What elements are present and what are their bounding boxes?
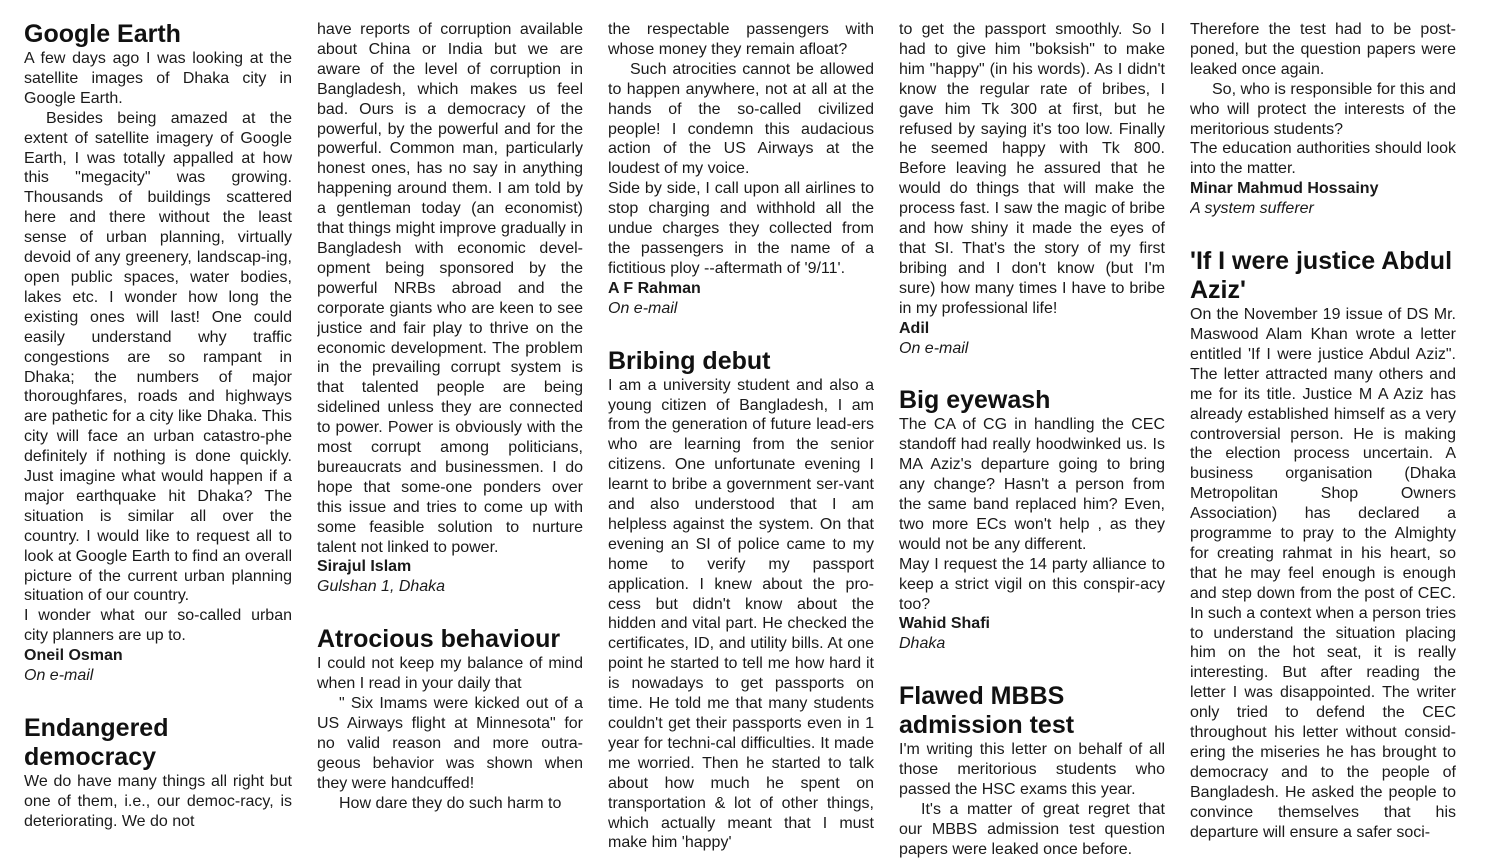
letter-paragraph: A few days ago I was looking at the satellite images of Dhaka city in Google Earth. (24, 50, 292, 107)
letter-paragraph: How dare they do such harm to (339, 794, 562, 812)
letter-headline: 'If I were justice Abdul Aziz' (1190, 247, 1453, 305)
letter-paragraph: On the November 19 issue of DS Mr. Maswood Alam Khan wrote a letter entitled 'If I were justice Abdul Aziz". The letter attracted many others and me for its title. Justice M A Aziz has already established himself as a very controversial person. He is making the election process uncertain. A business organisation (Dhaka Metropolitan Shop Owners Association) has declared a programme to pray to the Almighty for creating rahmat in his heart, so that he may feel enough is enough and step down from the post of CEC. In such a context when a person tries to understand the situation placing him on the hot seat, it is really interesting. But after reading the letter I was disappointed. The writer only tried to defend the CEC throughout his letter without consid-ering the miseries he has brought to democracy and to the people of Bangladesh. He asked the people to convince themselves that his departure will ensure a safer soci- (1190, 306, 1456, 841)
letter-paragraph: Such atrocities cannot be allowed to happen anywhere, not at all at the hands of the so-called civilized people! I condemn this audacious action of the US Airways at the loudest of my voice. (608, 60, 874, 178)
letter-paragraph: I could not keep my balance of mind when I read in your daily that (317, 655, 583, 693)
letter-signature: Wahid Shafi (899, 615, 990, 633)
letter-headline: Flawed MBBS admission test (899, 682, 1075, 740)
letter-location: A system sufferer (1190, 200, 1314, 218)
letter-signature: Minar Mahmud Hossainy (1190, 180, 1379, 198)
letter-paragraph: May I request the 14 party alliance to keep a strict vigil on this conspir-acy too? (899, 555, 1165, 613)
letter-headline: Bribing debut (608, 346, 771, 375)
letter-paragraph: We do have many things all right but one of them, i.e., our democ-racy, is deteriorating. We do not (24, 773, 292, 830)
letter-location: Gulshan 1, Dhaka (317, 578, 446, 596)
letter-paragraph: So, who is responsible for this and who will protect the interests of the meritorious students? (1190, 80, 1456, 138)
column-2 (317, 20, 583, 865)
letter-paragraph: have reports of corruption available about China or India but we are aware of the level of corruption in Bangladesh, which makes us feel bad. Ours is a democracy of the powerful, by the powerful and for the powerful. Common man, particularly honest ones, has no say in anything happening around them. I am told by a gentleman today (an economist) that things might improve gradually in Bangladesh with economic devel-opment being sponsored by the powerful NRBs abroad and the corporate giants who are keen to see justice and fair play to thrive on the economic development. The problem in the prevailing corrupt system is that talented people are being sidelined unless they are connected to power. Power is obviously with the most corrupt among politicians, bureaucrats and businessmen. I do hope that some-one ponders over this issue and tries to come up with some feasible solution to nurture talent not linked to power. (317, 21, 583, 556)
column-1 (24, 20, 292, 865)
letter-signature: Adil (899, 319, 930, 337)
letter-signature: A F Rahman (608, 279, 701, 297)
letter-paragraph: to get the passport smoothly. So I had to give him "boksish" to make him "happy" (in his words). As I didn't know the regular rate of bribes, I gave him Tk 300 at first, but he refused by saying it's too low. Finally he seemed happy with Tk 800. Before leaving he assured that he would do things that will make the process fast. I saw the magic of bribe and how shiny it made the eyes of that SI. That's the story of my first bribing and I don't know (but I'm sure) how many times I have to bribe in my professional life! (899, 21, 1165, 317)
letter-headline: Google Earth (24, 20, 181, 48)
section-spacer (899, 654, 1165, 682)
letter-headline: Endangered democracy (24, 714, 169, 771)
letter-paragraph: " Six Imams were kicked out of a US Airways flight at Minnesota" for no valid reason and more outra-geous behavior was shown when they were handcuffed! (317, 695, 583, 792)
letter-headline: Big eyewash (899, 386, 1051, 415)
section-spacer (608, 319, 874, 347)
letter-paragraph: I'm writing this letter on behalf of all those meritorious students who passed the HSC exams this year. (899, 741, 1165, 799)
letter-paragraph: Side by side, I call upon all airlines to stop charging and withhold all the undue charges they collected from the passengers in the name of a fictitious ploy --aftermath of '9/11'. (608, 180, 874, 277)
section-spacer (1190, 219, 1456, 247)
letter-paragraph: The CA of CG in handling the CEC standoff had really hoodwinked us. Is MA Aziz's departure going to bring any change? Hasn't a person from the same band replaced him? Even, two more ECs won't help , as they would not be any different. (899, 416, 1165, 553)
letter-location: Dhaka (899, 635, 946, 653)
column-5 (1190, 20, 1456, 865)
section-spacer (317, 597, 583, 625)
letter-paragraph: I wonder what our so-called urban city planners are up to. (24, 607, 292, 645)
letter-paragraph: Therefore the test had to be post-poned, but the question papers were leaked once again. (1190, 21, 1456, 78)
letter-paragraph: the respectable passengers with whose money they remain afloat? (608, 21, 874, 58)
column-4 (899, 20, 1165, 865)
letter-headline: Atrocious behaviour (317, 625, 561, 654)
letter-paragraph: It's a matter of great regret that our MBBS admission test question papers were leaked once before. (899, 801, 1165, 858)
letter-location: On e-mail (608, 299, 678, 317)
letter-paragraph: Besides being amazed at the extent of satellite imagery of Google Earth, I was totally appalled at how this "megacity" was growing. Thousands of buildings scattered here and there without the least sense of urban planning, virtually devoid of any greenery, landscap-ing, open public spaces, water bodies, lakes etc. I wonder how long the existing ones will last! One could easily understand why traffic congestions are so rampant in Dhaka; the numbers of major thoroughfares, roads and highways are pathetic for a city like Dhaka. This city will face an urban catastro-phe definitely if nothing is done quickly. Just imagine what would happen if a major earthquake hit Dhaka? The situation is similar all over the country. I would like to request all to look at Google Earth to find an overall picture of the current urban planning situation of our country. (24, 109, 292, 605)
letter-signature: Sirajul Islam (317, 558, 412, 576)
letter-location: On e-mail (24, 667, 94, 685)
letter-paragraph: The education authorities should look into the matter. (1190, 140, 1456, 178)
column-3 (608, 20, 874, 865)
letter-paragraph: I am a university student and also a young citizen of Bangladesh, I am from the generation of future lead-ers who are learning from the senior citizens. One unfortunate evening I learnt to bribe a government ser-vant and also understood that I am helpless against the system. On that evening an SI of police came to my home to verify my passport application. I knew about the pro-cess but didn't know about the hidden and vital part. He checked the certificates, ID, and utility bills. At one point he started to tell me how hard it is nowadays to get passports on time. He told me that many students couldn't get their passports even in 1 year for techni-cal difficulties. It made me worried. Then he started to talk about how much he spent on transportation & lot of other things, which actually meant that I must make him 'happy' (608, 376, 874, 852)
letter-signature: Oneil Osman (24, 647, 123, 665)
section-spacer (899, 358, 1165, 386)
section-spacer (24, 686, 292, 714)
letter-location: On e-mail (899, 339, 969, 357)
